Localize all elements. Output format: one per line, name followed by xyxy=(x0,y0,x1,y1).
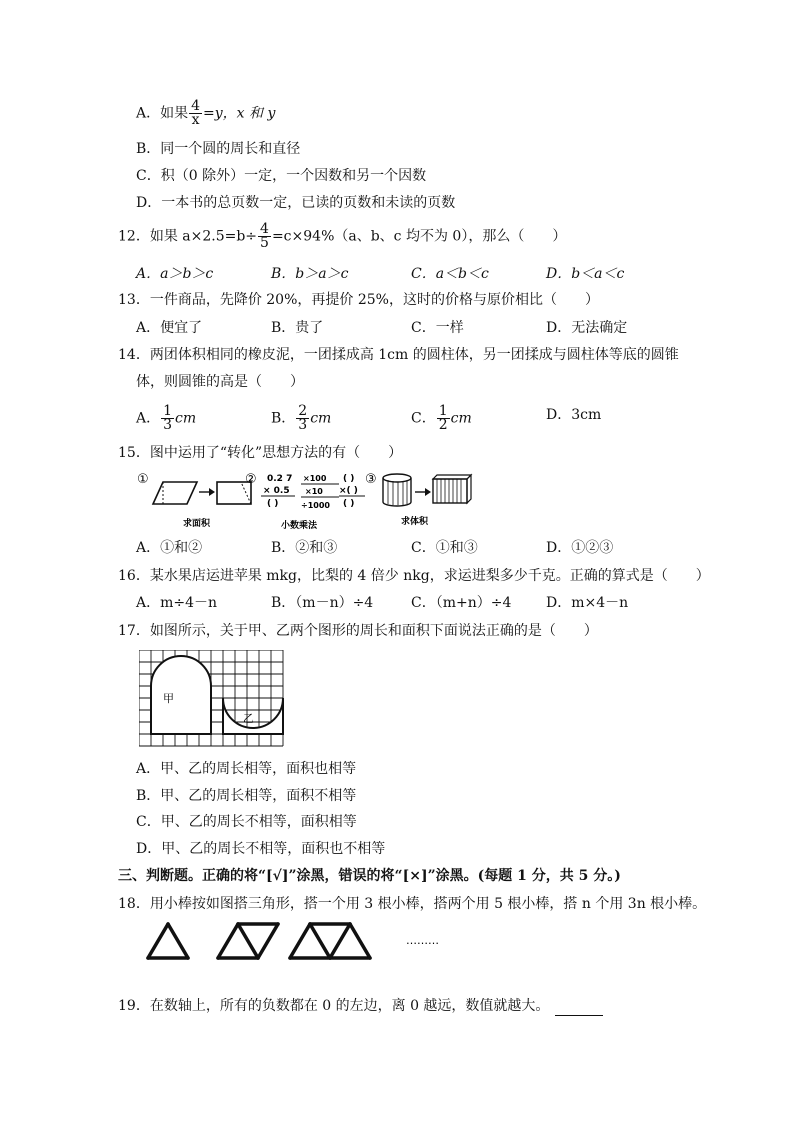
triangle-three xyxy=(290,924,370,958)
q14-a-label: A． xyxy=(136,410,161,427)
q19-text: 19．在数轴上，所有的负数都在 0 的左边，离 0 越远，数值就越大。 xyxy=(118,998,550,1014)
q14-a-unit: cm xyxy=(175,410,197,427)
q17-option-c: C．甲、乙的周长不相等，面积相等 xyxy=(136,814,357,830)
q13-stem: 13．一件商品，先降价 20%，再提价 25%，这时的价格与原价相比（ ） xyxy=(118,292,599,308)
q12-fraction xyxy=(258,223,271,250)
cuboid-side xyxy=(467,475,471,503)
q14-stem-line2: 体，则圆锥的高是（ ） xyxy=(136,374,304,390)
q11-option-a xyxy=(136,100,275,127)
cylinder-slices xyxy=(388,480,407,505)
q16-option-b: B．（m－n）÷4 xyxy=(271,595,374,611)
fig1-arrowhead xyxy=(209,488,215,496)
q11-a-numerator: 4 xyxy=(191,98,201,114)
q18-stem: 18．用小棒按如图搭三角形，搭一个用 3 根小棒，搭两个用 5 根小棒，搭 n 个用 3n 根小棒。 xyxy=(118,896,707,912)
shape-jia xyxy=(151,656,211,734)
parallelogram-shape xyxy=(153,482,197,504)
q14-stem-line1: 14．两团体积相同的橡皮泥，一团揉成高 1cm 的圆柱体，另一团揉成与圆柱体等底的圆锥 xyxy=(118,347,679,363)
q17-grid-figure xyxy=(139,650,285,748)
q14-c-fraction xyxy=(437,405,450,432)
q11-option-c: C．积（0 除外）一定，一个因数和另一个因数 xyxy=(136,168,427,184)
q12-option-b: B．b＞a＞c xyxy=(271,266,349,282)
q14-a-den: 3 xyxy=(163,417,173,433)
q11-option-b: B．同一个圆的周长和直径 xyxy=(136,141,301,157)
q11-a-denominator: x xyxy=(191,112,200,128)
q14-option-d: D．3cm xyxy=(546,407,602,423)
q17-option-d: D．甲、乙的周长不相等，面积也不相等 xyxy=(136,841,386,857)
fig2-right1: ( ) xyxy=(343,474,355,484)
q17-stem: 17．如图所示，关于甲、乙两个图形的周长和面积下面说法正确的是（ ） xyxy=(118,623,598,639)
q14-option-c xyxy=(411,405,472,432)
q14-b-label: B． xyxy=(271,410,296,427)
q13-option-d: D．无法确定 xyxy=(546,320,628,336)
q16-stem: 16．某水果店运进苹果 mkg，比梨的 4 倍少 nkg，求运进梨多少千克。正确的算式是（ ） xyxy=(118,568,710,584)
q15-option-d: D．①②③ xyxy=(546,540,614,556)
q17-option-a: A．甲、乙的周长相等，面积也相等 xyxy=(136,761,357,777)
q14-option-b xyxy=(271,405,331,432)
triangle-one xyxy=(148,924,188,958)
fig2-op1: ×100 xyxy=(303,474,327,483)
fig2-caption: 小数乘法 xyxy=(281,521,318,531)
q11-a-text: A．如果 xyxy=(136,105,189,122)
q11-a-fraction xyxy=(189,100,202,127)
q16-option-d: D．m×4－n xyxy=(546,595,629,611)
cuboid-front xyxy=(433,479,467,503)
q12-stem-pre: 12．如果 a×2.5=b÷ xyxy=(118,228,258,245)
q15-stem: 15．图中运用了“转化”思想方法的有（ ） xyxy=(118,445,403,461)
q14-c-den: 2 xyxy=(438,417,448,433)
fig3-arrowhead xyxy=(425,488,431,496)
q12-numerator: 4 xyxy=(260,221,269,237)
fig2-number: ② xyxy=(245,472,257,487)
q11-a-post: =y，x 和 y xyxy=(203,105,276,122)
q15-option-b: B．②和③ xyxy=(271,540,338,556)
fig2-right3: ( ) xyxy=(343,499,355,509)
q11-option-d: D．一本书的总页数一定，已读的页数和未读的页数 xyxy=(136,195,456,211)
q16-option-c: C．（m+n）÷4 xyxy=(411,595,512,611)
q12-option-a: A．a＞b＞c xyxy=(136,266,214,282)
q15-figure xyxy=(135,470,475,532)
fig2-line1: 0.2 7 xyxy=(267,474,293,484)
q13-option-a: A．便宜了 xyxy=(136,320,203,336)
label-jia: 甲 xyxy=(163,692,174,705)
q13-option-b: B．贵了 xyxy=(271,320,324,336)
section3-title: 三、判断题。正确的将“[√]”涂黑，错误的将“[×]”涂黑。(每题 1 分，共 5 分。) xyxy=(118,868,621,884)
fig2-op2: ×10 xyxy=(305,487,323,496)
fig3-caption: 求体积 xyxy=(401,517,429,527)
q14-c-unit: cm xyxy=(450,410,472,427)
q14-a-fraction xyxy=(161,405,174,432)
triangle-two xyxy=(218,924,278,958)
q14-b-den: 3 xyxy=(298,417,308,433)
q13-option-c: C．一样 xyxy=(411,320,464,336)
q17-option-b: B．甲、乙的周长相等，面积不相等 xyxy=(136,788,357,804)
q15-option-a: A．①和② xyxy=(136,540,203,556)
q14-c-num: 1 xyxy=(438,403,448,419)
q12-stem xyxy=(118,223,566,250)
q14-option-a xyxy=(136,405,196,432)
fig3-number: ③ xyxy=(365,472,377,487)
q14-a-num: 1 xyxy=(163,403,173,419)
fig1-number: ① xyxy=(137,472,149,487)
fig2-right2: ×( ) xyxy=(339,486,358,496)
q14-b-fraction xyxy=(296,405,309,432)
q14-b-unit: cm xyxy=(310,410,332,427)
label-yi: 乙 xyxy=(243,712,254,725)
q19-stem xyxy=(118,996,603,1016)
q12-denominator: 5 xyxy=(260,235,269,251)
q12-option-c: C．a＜b＜c xyxy=(411,266,489,282)
q15-option-c: C．①和③ xyxy=(411,540,478,556)
cuboid-slices xyxy=(437,479,461,503)
fig2-line2: × 0.5 xyxy=(263,486,290,496)
q18-ellipsis: ……… xyxy=(406,934,439,947)
q19-answer-blank[interactable] xyxy=(555,1001,603,1016)
q14-b-num: 2 xyxy=(298,403,308,419)
fig2-line3: ( ) xyxy=(267,499,279,509)
q14-c-label: C． xyxy=(411,410,436,427)
q12-option-d: D．b＜a＜c xyxy=(546,266,625,282)
q12-stem-post: =c×94%（a、b、c 均不为 0），那么（ ） xyxy=(271,228,567,245)
q16-option-a: A．m÷4－n xyxy=(136,595,218,611)
fig2-op3: ÷1000 xyxy=(301,501,330,510)
q18-figure xyxy=(140,920,450,964)
fig1-caption: 求面积 xyxy=(183,519,211,529)
